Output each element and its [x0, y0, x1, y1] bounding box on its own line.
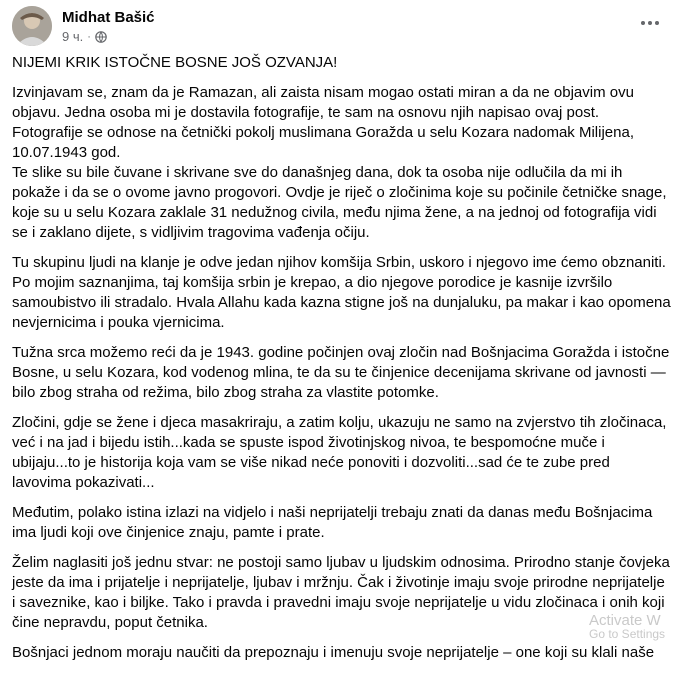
author-name[interactable]: Midhat Bašić [62, 9, 155, 26]
post-time[interactable]: 9 ч. [62, 29, 84, 44]
post-meta [62, 29, 107, 44]
post-paragraph: Bošnjaci jednom moraju naučiti da prepoznaju i imenuju svoje neprijatelje – one koji su klali naše [12, 644, 655, 661]
post-body [12, 53, 672, 673]
post-paragraph: Želim naglasiti još jednu stvar: ne postoji samo ljubav u ljudskim odnosima. Prirodno stanje čovjeka jeste da ima i prijatelje i neprijatelje, ljubav i mržnju. Čak i životinje imaju svoje prirodne neprijatelje i saveznike, kao i biljke. Tako i pravda i pravedni imaju svoje neprijatelje u vidu zločinaca i onih koji čine nepravdu, poput četnika. [12, 554, 670, 631]
post-paragraph: Tu skupinu ljudi na klanje je odve jedan njihov komšija Srbin, uskoro i njegovo ime ćemo obznaniti. Po mojim saznanjima, taj komšija srbin je krepao, a dio njegove porodice je kasnije izvršilo samoubistvo ili stradalo. Hvala Allahu kada kazna stigne još na dunjaluku, pa makar i kao opomena nevjernicima i pouka vjernicima. [12, 254, 671, 331]
avatar[interactable] [12, 6, 52, 46]
watermark-subtitle: Go to Settings [589, 627, 666, 641]
watermark-title: Activate W [589, 612, 661, 629]
meta-separator: · [87, 30, 91, 43]
post-paragraph: Tužna srca možemo reći da je 1943. godine počinjen ovaj zločin nad Bošnjacima Goražda i istočne Bosne, u selu Kozara, kod vodenog mlina, te da su te činjenice decenijama skrivane od javnosti — bilo zbog straha od režima, bilo zbog straha za vlastite potomke. [12, 344, 670, 401]
post-paragraph: Izvinjavam se, znam da je Ramazan, ali zaista nisam mogao ostati miran a da ne objavim ovu objavu. Jedna osoba mi je dostavila fotografije, te sam na osnovu njih napisao ovaj post. Fotografije se odnose na četnički pokolj muslimana Goražda u selu Kozara nadomak Milijena, 10.07.1943 god. Te slike su bile čuvane i skrivane sve do današnjeg dana, dok ta osoba nije odlučila da mi ih pokaže i da se o ovome javno progovori. Ovdje je riječ o zločinima koje su počinile četničke snage, koje su u selu Kozara zaklale 31 nedužnog civila, među njima žene, a na jednoj od fotografija vidi se i zaklano dijete, s vidljivim tragovima vađenja očiju. [12, 84, 667, 241]
post-header [12, 6, 680, 46]
post-paragraph: Zločini, gdje se žene i djeca masakriraju, a zatim kolju, ukazuju ne samo na zvjerstvo tih zločinaca, već i na jad i bijedu istih...kada se spuste ispod životinjskog nivoa, te bespomoćne muče i ubijaju...to je historija koja vam se više nikad neće ponoviti i dozvoliti...sad će te zube pred lavovima pokazivati... [12, 414, 667, 491]
more-options-button[interactable] [636, 10, 664, 34]
post-title: NIJEMI KRIK ISTOČNE BOSNE JOŠ OZVANJA! [12, 54, 338, 71]
post-paragraph: Međutim, polako istina izlazi na vidjelo i naši neprijatelji trebaju znati da danas među Bošnjacima ima ljudi koji ove činjenice znaju, pamte i prate. [12, 504, 653, 541]
more-horizontal-icon [640, 13, 660, 31]
globe-icon [95, 31, 107, 43]
